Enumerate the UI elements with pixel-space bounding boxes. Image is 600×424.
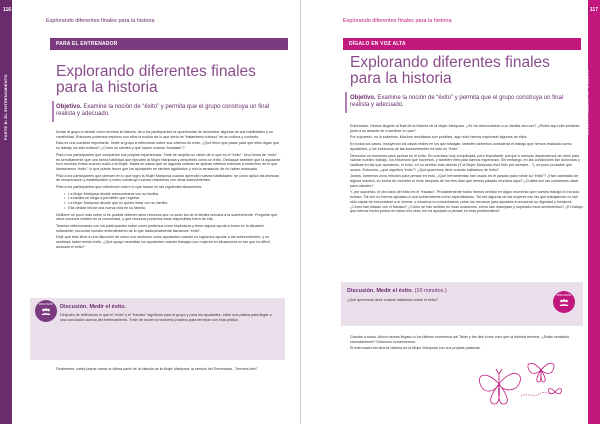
- paragraph: Gracias a todos. Ahora hemos llegado a los últimos momentos del Taller y les diré cómo creo que la historia termina. ¿Están sentados cómodamente? Entonces comencemos.: [350, 335, 570, 344]
- section-band: DÍGALO EN VOZ ALTA: [343, 38, 581, 50]
- objective-text: Examine la noción de “éxito” y permita que el grupo construya un final realista y adecuado.: [350, 95, 564, 108]
- side-label: PARTE B: EL ENTRENAMIENTO: [585, 70, 590, 136]
- bullet-list: [64, 192, 281, 211]
- paragraph: Delibere un poco más sobre si es posible obtener otros recursos que no sean los de la familia cercana a la sobreviviente. Pregunte qué otros recursos existen en la comunidad, y qué recursos podemos estar disponibles fuera de ella.: [56, 212, 278, 222]
- objective-rule: [52, 101, 54, 122]
- objective: [350, 95, 580, 109]
- paragraph: En todos los casos, incluyendo los casos reales en los que trabajan, también debemos considerar el trabajo que hemos realizado como ayudantes, y los esfuerzos de las sobrevivientes ha sido un “éxito”.: [350, 142, 572, 151]
- list-item: • La Mujer Mariposa decide reencontrarse con su familia.: [64, 192, 281, 197]
- paragraph: Finalmente, usted puede narrar la última parte de la historia de la Mujer Mariposa: la versión del Entrenador „ Termina bien”: [56, 367, 258, 371]
- list-item: • La Mujer Mariposa decide que no quiere estar con su familia.: [64, 201, 281, 206]
- objective-text: Examine la noción de “éxito” y permita que el grupo construya un final realista y adecuado.: [56, 104, 270, 117]
- objective-label: Objetivo.: [350, 95, 376, 101]
- objective-rule: [345, 92, 347, 113]
- running-header: Explorando diferentes finales para la historia: [343, 18, 452, 24]
- body-text: [350, 124, 583, 216]
- discussion-badge: [35, 300, 57, 322]
- discussion-badge: [553, 291, 575, 313]
- paragraph: Invitar al grupo a decidir cómo termina la historia, da a los participantes la oportunidad de demostrar algunas de sus habilidades y su creatividad. Entonces podemos explorar con ellos la noción de lo que sería un “tratamiento exitoso” en su cultura y contexto.: [56, 130, 273, 139]
- paragraph: Deje que esto lleve a una discusión de cómo nos sentimos como ayudantes cuando no logramos ayudar a las sobrevivientes, y no sentimos haber tenido éxito. ¿Qué apoyo necesitan los ayudantes cuando trabajan con mujeres en situaciones en las que es difícil alcanzar el éxito?: [56, 235, 270, 249]
- side-strip: [588, 0, 600, 424]
- discussion-box: [30, 298, 285, 360]
- discussion-time: (10 minutos.): [414, 288, 447, 294]
- badge-label: DISCUSIÓN: [38, 303, 54, 306]
- page-title: Explorando diferentes finales para la historia: [350, 54, 550, 87]
- page-number: 117: [589, 7, 598, 13]
- closing-text: [56, 367, 281, 374]
- discussion-title-text: Discusión. Medir el éxito.: [347, 288, 414, 294]
- discussion-title: [347, 288, 447, 294]
- paragraph: El entrenador termina la historia de la Mujer Mariposa con sus propias palabras.: [350, 346, 481, 351]
- section-band: PARA EL ENTRENADOR: [50, 38, 288, 50]
- paragraph: Démonos un momento para pensar en el éxito. En una idea muy complicada, pero importante, porque a menudo dependemos de otros para valorar nuestro trabajo, los esfuerzos que hacemos, y también eles para darnos esperanza. Sin embargo, en las condiciones tan dolorosas y caóticas en las que operamos, el éxito, en su sentido más directo (Y la Mujer Mariposa vivió feliz por siempre…”), es poco probable que ocurra. Entonces, ¿qué significa “éxito”? ¿Qué queremos decir cuando hablamos de éxito?: [350, 153, 580, 172]
- paragraph: Pida a los participantes que reflexionen sobre lo que harían en las siguientes situaciones:: [56, 185, 203, 190]
- paragraph: Pida a los participantes que piensen en lo que logró la Mujer Mariposa cuando aprendió nuevas habilidades: se cómo aplicó las técnicas de recuperación y estabilización y cómo construyó nuevas relaciones con otras sobrevivientes.: [56, 173, 280, 183]
- paragraph: Por supuesto, no lo sabemos. Muchos resultados son posibles, aquí sólo hemos explorado algunos de ellos.: [350, 135, 528, 140]
- paragraph: Termine reflexionando con los participantes sobre cómo podemos crear esperanza y tener alguna ayuda a todos en la situación solamente; escuchar nuestro entendimiento de lo que tradicionalmente llamamos “éxito”.: [56, 223, 265, 233]
- paragraph: Entrenador. Hemos llegado al final de la historia de la Mujer Mariposa. ¿Se ha reencontrado a su familia otra vez? ¿Podrá aquí ella sentarse junto a su amante de a sentirse en paz?: [350, 124, 580, 133]
- badge-label: DISCUSIÓN: [556, 294, 572, 297]
- page-title: Explorando diferentes finales para la historia: [56, 63, 256, 96]
- side-strip: [0, 0, 12, 424]
- objective-label: Objetivo.: [56, 104, 82, 110]
- list-item: • La familia se niega a permitirle que regrese.: [64, 196, 281, 201]
- objective: [56, 104, 281, 118]
- paragraph: Pida a los participantes que compartan sus propias experiencias. Trate de ampliar su visión de lo que es el “éxito”. Una forma de “exito” es sencillamente que una forma habilidad que ejecuten la Mujer Mariposa y describirlo como un éxito. Destaque también que la ayudante tuvo muchos éxitos cuando cuidó a la Mujer. Hasta en casos que se algunas cultivan se aplican criterios estrictos a estrechos de lo que llamaríamos “éxito”, lo que puede hacer que los ayudantes se sientan agobiados y con la sensación de no haber avanzado.: [56, 152, 281, 171]
- body-text: [56, 130, 281, 251]
- right-page: [300, 0, 600, 424]
- paragraph: Esta es una cuestión importante. Invite al grupo a reflexionar sobre sus criterios de éxito. ¿Qué tiene que pasar para que ellos digan que su trabajo ha sido exitoso? ¿Cómo se sienten y qué hacen cuando “fracasan”?: [56, 141, 280, 151]
- running-header: Explorando diferentes finales para la historia: [46, 18, 155, 24]
- list-item: • Ella decide iniciar una nueva vida en su familia.: [64, 206, 281, 211]
- side-label: PARTE B: EL ENTRENAMIENTO: [3, 74, 8, 140]
- discussion-box: [341, 282, 583, 326]
- discussion-title: Discusión. Medir el éxito.: [60, 304, 127, 310]
- people-discussion-icon: [559, 299, 569, 308]
- butterfly-illustration: [469, 352, 569, 412]
- people-discussion-icon: [41, 308, 51, 317]
- paragraph: Juntos, tomemos unos minutos para pensar en esto. ¿Qué herramientas han usado en el pasado para medir su “éxito”? ¿Han cambiado de alguna manera, su forma de concebir el éxito después de los tres días que hemos pasado reunidos aquí? ¿Cuáles son las cuestiones clave para ustedes?: [350, 174, 579, 188]
- discussion-text: ¿Qué queremos decir cuando hablamos sobre el éxito?: [347, 298, 438, 302]
- closing-text: [350, 335, 583, 353]
- paragraph: Y, por supuesto, el otro lado del éxito es el “fracaso”. Probablemente todos hemos sentido en algún momento que nuestro trabajo no ha sido exitoso. Tal vez no hemos ayudado a una sobreviviente como esperábamos. Tal vez algunas de las mujeres con las que trabajamos no han sido capaz de encontrarse a sí misma, o nosotros no encontramos cómo los recursos para ayudarla a recuperar su dignidad y fortaleza. ¿Cómo han lidiado con el fracaso? ¿Cómo se han sentido en esas ocasiones, cómo han manejado y superado esos sentimientos? ¿El trabajo que hemos hecho juntos en estos tres días, les ha ayudado a pensar en esta problemática?: [350, 190, 583, 214]
- page-number: 116: [3, 7, 12, 13]
- discussion-text: Después de reflexionar lo que el “éxito” y el “fracaso” significan para el grupo y para los ayudantes, inicie una plática para llegar a una conclusión acerca del entrenamiento. Trate de mover la momento positivo para terminar con esta plática.: [60, 313, 272, 322]
